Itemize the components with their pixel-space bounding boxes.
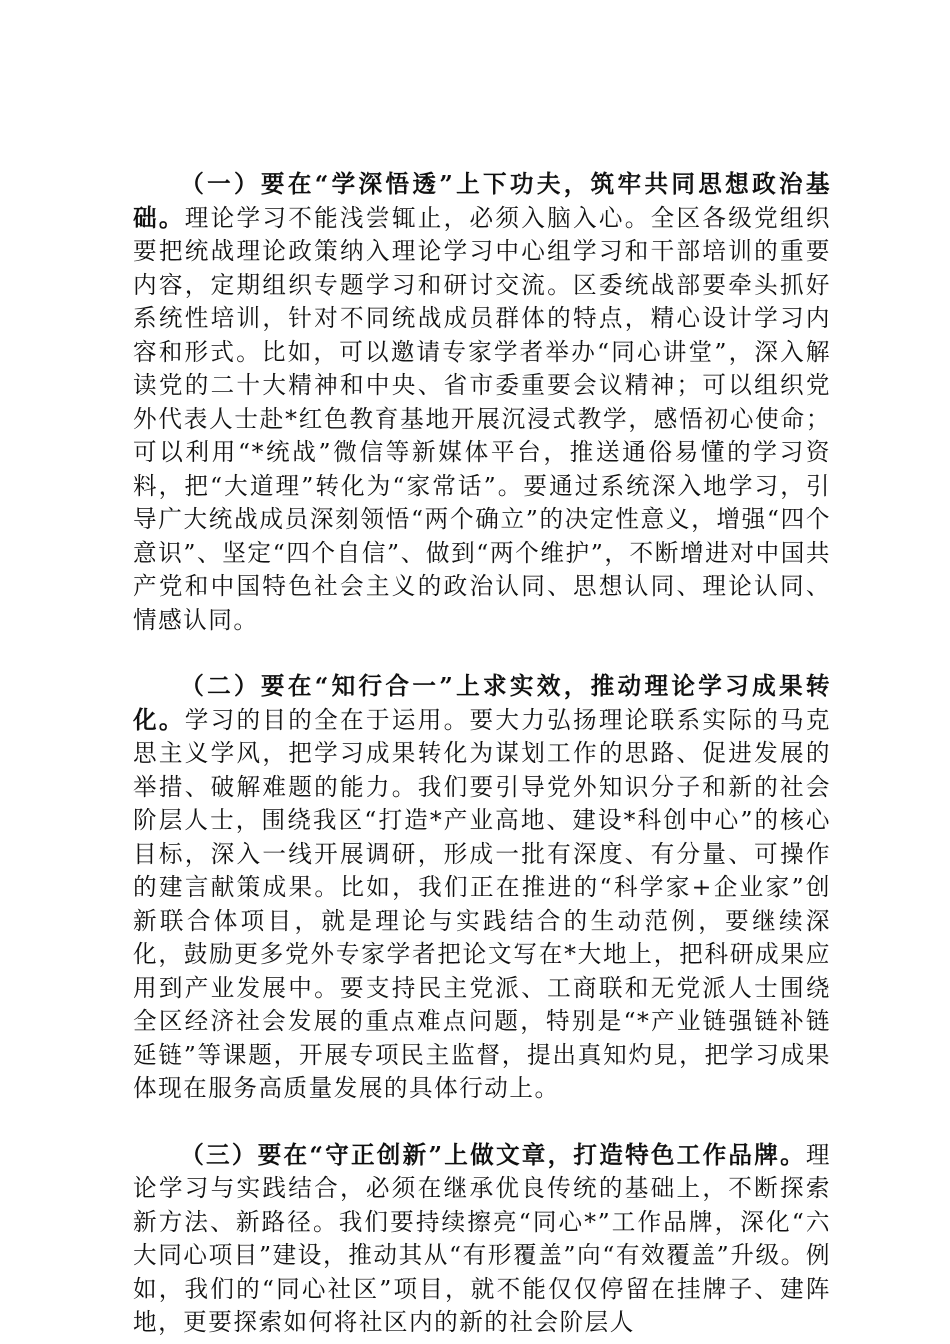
paragraph-3 [133, 1139, 831, 1340]
paragraph-3-heading: （三）要在“守正创新”上做文章，打造特色工作品牌。 [180, 1140, 806, 1169]
paragraph-2 [133, 670, 831, 1106]
paragraph-1 [133, 168, 831, 637]
paragraph-3-text: 理论学习与实践结合，必须在继承优良传统的基础上，不断探索新方法、新路径。我们要持续擦亮“同心*”工作品牌，深化“六大同心项目”建设，推动其从“有形覆盖”向“有效覆盖”升级。例如，我们的“同心社区”项目，就不能仅仅停留在挂牌子、建阵地，更要探索如何将社区内的新的社会阶层人 [133, 1140, 831, 1336]
paragraph-1-heading: （一）要在“学深悟透”上下功夫，筑牢共同思想政治基础。 [133, 170, 831, 232]
paragraph-2-text: 学习的目的全在于运用。要大力弘扬理论联系实际的马克思主义学风，把学习成果转化为谋划工作的思路、促进发展的举措、破解难题的能力。我们要引导党外知识分子和新的社会阶层人士，围绕我区“打造*产业高地、建设*科创中心”的核心目标，深入一线开展调研，形成一批有深度、有分量、可操作的建言献策成果。比如，我们正在推进的“科学家+企业家”创新联合体项目，就是理论与实践结合的生动范例，要继续深化，鼓励更多党外专家学者把论文写在*大地上，把科研成果应用到产业发展中。要支持民主党派、工商联和无党派人士围绕全区经济社会发展的重点难点问题，特别是“*产业链强链补链延链”等课题，开展专项民主监督，提出真知灼見，把学习成果体现在服务高质量发展的具体行动上。 [133, 705, 832, 1102]
paragraph-1-text: 理论学习不能浅尝辄止，必须入脑入心。全区各级党组织要把统战理论政策纳入理论学习中心组学习和干部培训的重要内容，定期组织专题学习和研讨交流。区委统战部要牵头抓好系统性培训，针对不同统战成员群体的特点，精心设计学习内容和形式。比如，可以邀请专家学者举办“同心讲堂”，深入解读党的二十大精神和中央、省市委重要会议精神；可以组织党外代表人士赴*红色教育基地开展沉浸式教学，感悟初心使命；可以利用“*统战”微信等新媒体平台，推送通俗易懂的学习资料，把“大道理”转化为“家常话”。要通过系统深入地学习，引导广大统战成员深刻领悟“两个确立”的决定性意义，增强“四个意识”、坚定“四个自信”、做到“两个维护”，不断增进对中国共产党和中国特色社会主义的政治认同、思想认同、理论认同、情感认同。 [133, 203, 832, 634]
document-body [133, 168, 831, 1340]
paragraph-2-heading: （二）要在“知行合一”上求实效，推动理论学习成果转化。 [133, 672, 831, 734]
